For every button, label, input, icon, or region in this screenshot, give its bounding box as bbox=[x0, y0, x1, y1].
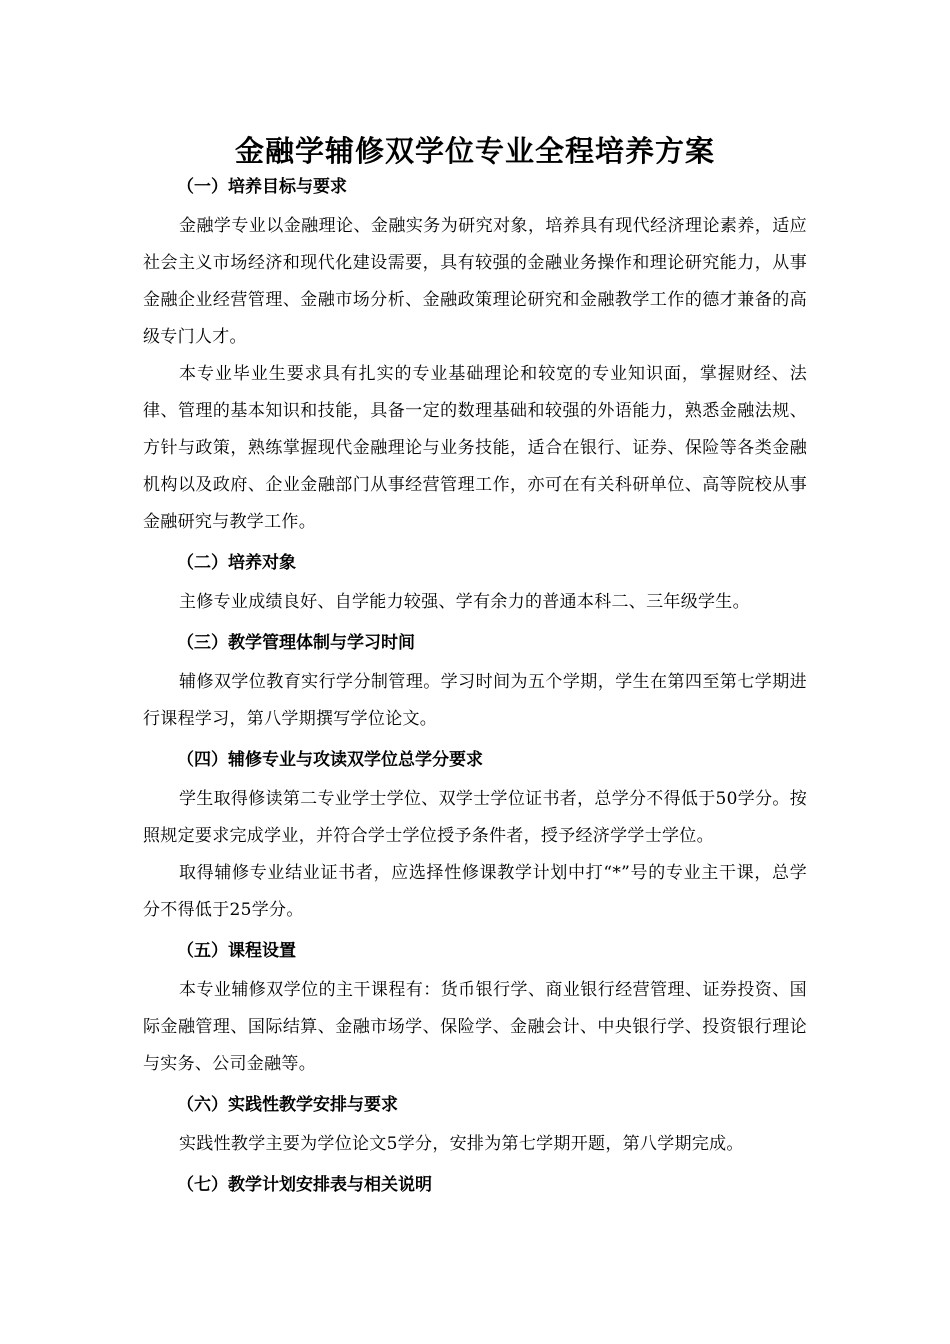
section-3-paragraph-1: 辅修双学位教育实行学分制管理。学习时间为五个学期，学生在第四至第七学期进行课程学习，第八学期撰写学位论文。 bbox=[143, 672, 807, 729]
section-heading-3: （三）教学管理体制与学习时间 bbox=[177, 633, 415, 653]
section-1-paragraph-2: 本专业毕业生要求具有扎实的专业基础理论和较宽的专业知识面，掌握财经、法律、管理的基本知识和技能，具备一定的数理基础和较强的外语能力，熟悉金融法规、方针与政策，熟练掌握现代金融理论与业务技能，适合在银行、证券、保险等各类金融机构以及政府、企业金融部门从事经营管理工作，亦可在有关科研单位、高等院校从事金融研究与教学工作。 bbox=[143, 364, 807, 532]
section-heading-5: （五）课程设置 bbox=[177, 941, 296, 961]
section-heading-1: （一）培养目标与要求 bbox=[177, 177, 347, 197]
section-6-paragraph-1: 实践性教学主要为学位论文5学分，安排为第七学期开题，第八学期完成。 bbox=[179, 1134, 744, 1154]
section-heading-2: （二）培养对象 bbox=[177, 553, 296, 573]
section-heading-7: （七）教学计划安排表与相关说明 bbox=[177, 1175, 432, 1195]
section-1-paragraph-1: 金融学专业以金融理论、金融实务为研究对象，培养具有现代经济理论素养，适应社会主义市场经济和现代化建设需要，具有较强的金融业务操作和理论研究能力，从事金融企业经营管理、金融市场分析、金融政策理论研究和金融教学工作的德才兼备的高级专门人才。 bbox=[143, 216, 807, 347]
section-heading-4: （四）辅修专业与攻读双学位总学分要求 bbox=[177, 750, 483, 770]
section-4-paragraph-2: 取得辅修专业结业证书者，应选择性修课教学计划中打“*”号的专业主干课，总学分不得低于25学分。 bbox=[143, 863, 807, 920]
document-title: 金融学辅修双学位专业全程培养方案 bbox=[234, 134, 715, 168]
document-body bbox=[143, 174, 807, 1198]
section-2-paragraph-1: 主修专业成绩良好、自学能力较强、学有余力的普通本科二、三年级学生。 bbox=[179, 592, 750, 612]
section-5-paragraph-1: 本专业辅修双学位的主干课程有：货币银行学、商业银行经营管理、证券投资、国际金融管理、国际结算、金融市场学、保险学、金融会计、中央银行学、投资银行理论与实务、公司金融等。 bbox=[143, 980, 807, 1074]
section-heading-6: （六）实践性教学安排与要求 bbox=[177, 1095, 398, 1115]
section-4-paragraph-1: 学生取得修读第二专业学士学位、双学士学位证书者，总学分不得低于50学分。按照规定要求完成学业，并符合学士学位授予条件者，授予经济学学士学位。 bbox=[143, 789, 807, 846]
